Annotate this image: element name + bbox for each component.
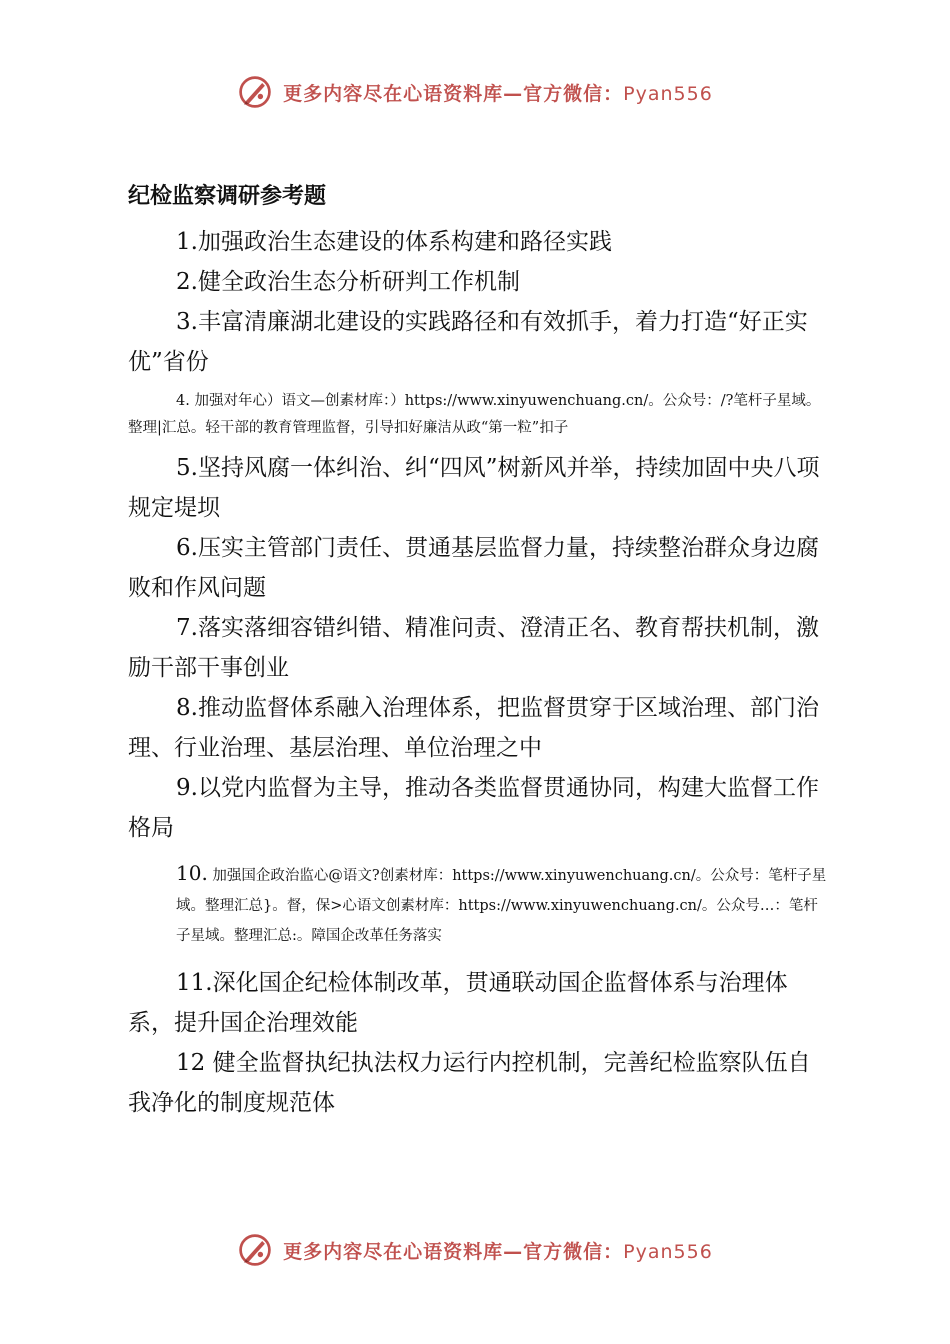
list-item: 8.推动监督体系融入治理体系，把监督贯穿于区域治理、部门治理、行业治理、基层治理、单位治理之中 xyxy=(128,695,819,761)
footer-wechat-id: Pyan556 xyxy=(623,1240,713,1263)
header-banner xyxy=(0,70,950,114)
list-item: 5.坚持风腐一体纠治、纠“四风”树新风并举，持续加固中央八项规定堤坝 xyxy=(128,455,820,521)
header-banner-text xyxy=(283,79,713,106)
document-body xyxy=(128,180,828,1123)
footer-banner xyxy=(0,1228,950,1272)
list-item: 6.压实主管部门责任、贯通基层监督力量，持续整治群众身边腐败和作风问题 xyxy=(128,535,819,601)
list-item: 2.健全政治生态分析研判工作机制 xyxy=(176,269,520,295)
document-title: 纪检监察调研参考题 xyxy=(128,184,327,209)
pen-logo-icon xyxy=(237,1232,273,1268)
list-item: 1.加强政治生态建设的体系构建和路径实践 xyxy=(176,229,612,255)
header-wechat-id: Pyan556 xyxy=(623,82,713,105)
list-item: 9.以党内监督为主导，推动各类监督贯通协同，构建大监督工作格局 xyxy=(128,775,819,841)
list-item-10 xyxy=(176,858,828,951)
footer-banner-text xyxy=(283,1237,713,1264)
list-item: 11.深化国企纪检体制改革，贯通联动国企监督体系与治理体系，提升国企治理效能 xyxy=(128,970,788,1036)
list-item: 4. 加强对年心）语文—创素材库：）https://www.xinyuwenchuang.cn/。公众号：/?笔杆子星域。整理|汇总。轻干部的教育管理监督，引导扣好廉洁从政“第一粒”扣子 xyxy=(128,393,821,436)
list-item: 3.丰富清廉湖北建设的实践路径和有效抓手，着力打造“好正实优”省份 xyxy=(128,309,808,375)
list-item-10-number: 10. xyxy=(176,861,208,885)
footer-banner-label: 更多内容尽在心语资料库—官方微信： xyxy=(283,1240,624,1263)
list-item: 12 健全监督执纪执法权力运行内控机制，完善纪检监察队伍自我净化的制度规范体 xyxy=(128,1050,811,1116)
list-item-10-text: 加强国企政治监心@语文?创素材库：https://www.xinyuwenchuang.cn/。公众号：笔杆子星域。整理汇总}。督，保>心语文创素材库：https://www.xinyuwenchuang.cn/。公众号…：笔杆子星域。整理汇总:。障国企改革任务落实 xyxy=(176,868,827,944)
pen-logo-icon xyxy=(237,74,273,110)
list-item: 7.落实落细容错纠错、精准问责、澄清正名、教育帮扶机制，激励干部干事创业 xyxy=(128,615,819,681)
header-banner-label: 更多内容尽在心语资料库—官方微信： xyxy=(283,82,624,105)
